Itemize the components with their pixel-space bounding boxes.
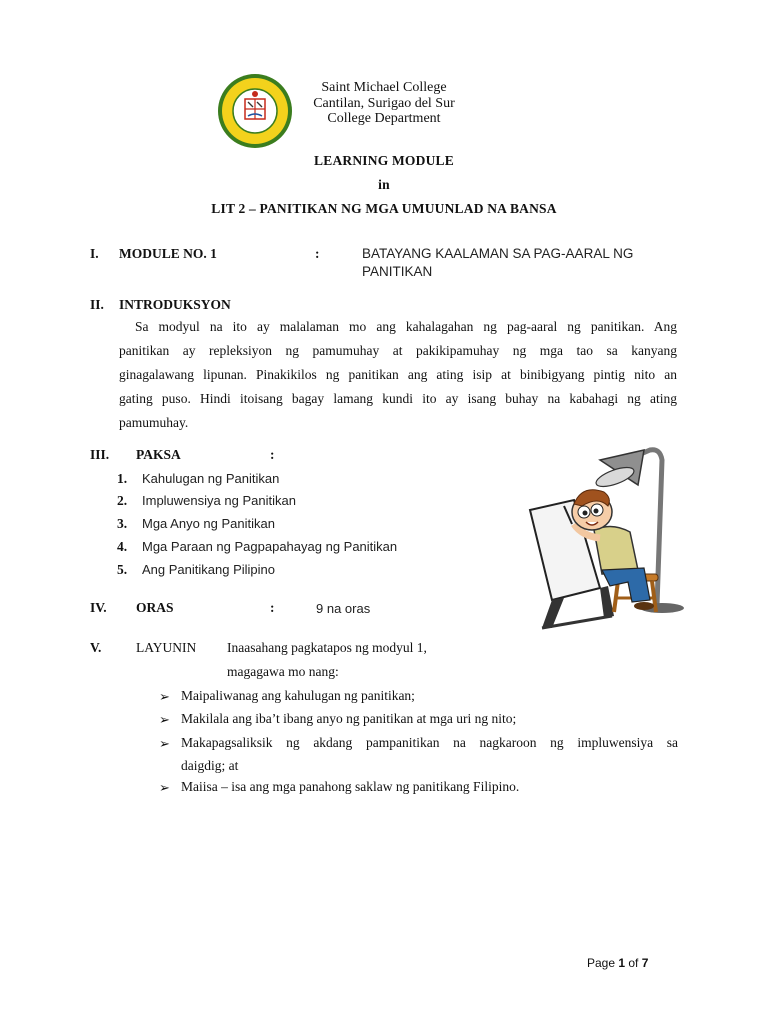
arrow-bullet-icon: ➢ <box>159 736 170 751</box>
objective-item: Maipaliwanag ang kahulugan ng panitikan; <box>181 688 415 703</box>
college-location: Cantilan, Surigao del Sur <box>313 96 455 111</box>
oras-heading: ORAS <box>136 600 174 615</box>
module-topic-line2: PANITIKAN <box>362 264 433 279</box>
arrow-bullet-icon: ➢ <box>159 689 170 704</box>
college-name: Saint Michael College <box>321 80 447 95</box>
topic-item: Ang Panitikang Pilipino <box>142 562 275 577</box>
section-numeral-3: III. <box>90 447 110 462</box>
intro-paragraph-line: pamumuhay. <box>119 415 189 430</box>
layunin-intro-line2: magagawa mo nang: <box>227 664 339 679</box>
intro-paragraph-line: ginagalawang lipunan. Pinakikilos ng panitikan ang ating isip at binibigyang pintig nito an <box>119 367 677 382</box>
objective-item-continuation: daigdig; at <box>181 758 239 773</box>
oras-value: 9 na oras <box>316 601 371 616</box>
intro-paragraph-line: panitikan ay repleksiyon ng pamumuhay at pakikipamuhay ng mga tao sa kanyang <box>119 343 677 358</box>
oras-colon: : <box>270 600 275 615</box>
topic-number: 1. <box>117 471 128 486</box>
module-colon: : <box>315 246 320 261</box>
paksa-heading: PAKSA <box>136 447 181 462</box>
course-title: LIT 2 – PANITIKAN NG MGA UMUUNLAD NA BANSA <box>211 201 557 216</box>
objective-item: Maiisa – isa ang mga panahong saklaw ng panitikang Filipino. <box>181 779 520 794</box>
section-numeral-1: I. <box>90 246 99 261</box>
module-title-in: in <box>378 177 390 192</box>
module-title: LEARNING MODULE <box>314 153 454 168</box>
topic-number: 4. <box>117 539 128 554</box>
intro-paragraph-line: gating puso. Hindi itoisang bagay lamang kundi ito ay isang buhay na kabahagi ng ating <box>119 391 677 406</box>
section-numeral-4: IV. <box>90 600 107 615</box>
paksa-colon: : <box>270 447 275 462</box>
topic-item: Mga Paraan ng Pagpapahayag ng Panitikan <box>142 539 398 554</box>
section-numeral-2: II. <box>90 297 104 312</box>
topic-number: 2. <box>117 493 128 508</box>
topic-number: 3. <box>117 516 128 531</box>
objective-item: Makilala ang iba’t ibang anyo ng panitikan at mga uri ng nito; <box>181 711 517 726</box>
topic-item: Mga Anyo ng Panitikan <box>142 516 275 531</box>
arrow-bullet-icon: ➢ <box>159 712 170 727</box>
student-drawing-clipart <box>512 440 692 640</box>
intro-paragraph-line: Sa modyul na ito ay malalaman mo ang kahalagahan ng pag-aaral ng panitikan. Ang <box>135 319 677 334</box>
section-numeral-5: V. <box>90 640 102 655</box>
topic-number: 5. <box>117 562 128 577</box>
module-number-label: MODULE NO. 1 <box>119 246 217 261</box>
topic-item: Kahulugan ng Panitikan <box>142 471 280 486</box>
objective-item: Makapagsaliksik ng akdang pampanitikan na nagkaroon ng impluwensiya sa <box>181 735 678 750</box>
layunin-intro-line1: Inaasahang pagkatapos ng modyul 1, <box>227 640 427 655</box>
arrow-bullet-icon: ➢ <box>159 780 170 795</box>
layunin-heading: LAYUNIN <box>136 640 197 655</box>
intro-heading: INTRODUKSYON <box>119 297 231 312</box>
college-department: College Department <box>327 111 441 126</box>
page-number: Page 1 of 7 <box>587 956 649 970</box>
topic-item: Impluwensiya ng Panitikan <box>142 493 296 508</box>
module-topic-line1: BATAYANG KAALAMAN SA PAG-AARAL NG <box>362 246 634 261</box>
